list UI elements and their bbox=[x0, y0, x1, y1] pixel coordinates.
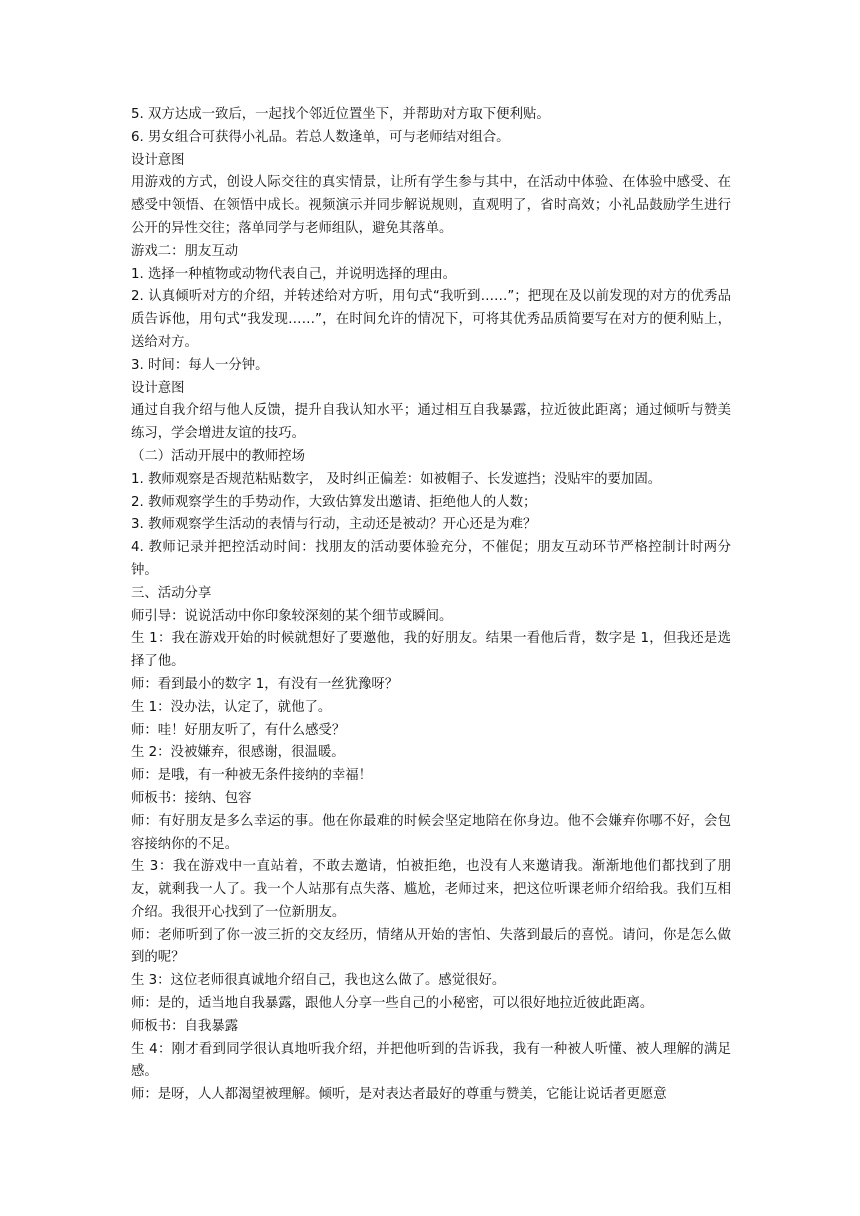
dialogue-line: 生 1：我在游戏开始的时候就想好了要邀他，我的好朋友。结果一看他后背，数字是 1，但我还是选择了他。 bbox=[131, 631, 731, 670]
section-heading: （二）活动开展中的教师控场 bbox=[131, 448, 306, 464]
dialogue-line: 师：有好朋友是多么幸运的事。他在你最难的时候会坚定地陪在你身边。他不会嫌弃你哪不好，会包容接纳你的不足。 bbox=[131, 813, 731, 852]
paragraph: 1. 教师观察是否规范粘贴数字， 及时纠正偏差：如被帽子、长发遮挡；没贴牢的要加固。 bbox=[131, 471, 662, 487]
dialogue-line: 生 3：这位老师很真诚地介绍自己，我也这么做了。感觉很好。 bbox=[131, 973, 506, 989]
dialogue-line: 生 3：我在游戏中一直站着，不敢去邀请，怕被拒绝，也没有人来邀请我。渐渐地他们都找到了朋友，就剩我一人了。我一个人站那有点失落、尴尬，老师过来，把这位听课老师介绍给我。我们互相介绍。我很开心找到了一位新朋友。 bbox=[131, 859, 731, 920]
paragraph: 5. 双方达成一致后，一起找个邻近位置坐下，并帮助对方取下便利贴。 bbox=[131, 107, 550, 122]
document-body bbox=[131, 104, 731, 1107]
paragraph: 师引导：说说活动中你印象较深刻的某个细节或瞬间。 bbox=[131, 608, 453, 624]
section-heading: 三、活动分享 bbox=[131, 585, 212, 601]
dialogue-line: 师：是的，适当地自我暴露，跟他人分享一些自己的小秘密，可以很好地拉近彼此距离。 bbox=[131, 996, 654, 1012]
dialogue-line: 师：看到最小的数字 1，有没有一丝犹豫呀？ bbox=[131, 676, 399, 692]
section-heading: 设计意图 bbox=[131, 380, 185, 396]
section-heading: 游戏二：朋友互动 bbox=[131, 243, 239, 259]
board-note: 师板书：自我暴露 bbox=[131, 1018, 239, 1034]
paragraph: 2. 教师观察学生的手势动作，大致估算发出邀请、拒绝他人的人数； bbox=[131, 494, 537, 510]
section-heading: 设计意图 bbox=[131, 152, 185, 168]
dialogue-line: 师：是哦，有一种被无条件接纳的幸福！ bbox=[131, 768, 373, 784]
paragraph: 2. 认真倾听对方的介绍，并转述给对方听，用句式“我听到……”；把现在及以前发现的对方的优秀品质告诉他，用句式“我发现……”，在时间允许的情况下，可将其优秀品质简要写在对方的便利贴上，送给对方。 bbox=[131, 289, 731, 350]
dialogue-line: 师：是呀，人人都渴望被理解。倾听，是对表达者最好的尊重与赞美，它能让说话者更愿意 bbox=[131, 1087, 667, 1103]
board-note: 师板书：接纳、包容 bbox=[131, 790, 252, 806]
paragraph: 用游戏的方式，创设人际交往的真实情景，让所有学生参与其中，在活动中体验、在体验中感受、在感受中领悟、在领悟中成长。视频演示并同步解说规则，直观明了，省时高效；小礼品鼓励学生进行公开的异性交往；落单同学与老师组队，避免其落单。 bbox=[131, 175, 731, 236]
paragraph: 1. 选择一种植物或动物代表自己，并说明选择的理由。 bbox=[131, 266, 457, 282]
paragraph: 3. 教师观察学生活动的表情与行动，主动还是被动？开心还是为难？ bbox=[131, 517, 537, 533]
dialogue-line: 生 1：没办法，认定了，就他了。 bbox=[131, 699, 332, 715]
dialogue-line: 师：老师听到了你一波三折的交友经历，情绪从开始的害怕、失落到最后的喜悦。请问，你是怎么做到的呢？ bbox=[131, 927, 731, 966]
paragraph: 6. 男女组合可获得小礼品。若总人数逢单，可与老师结对组合。 bbox=[131, 129, 510, 145]
dialogue-line: 生 2：没被嫌弃，很感谢，很温暖。 bbox=[131, 745, 345, 761]
paragraph: 4. 教师记录并把控活动时间：找朋友的活动要体验充分，不催促；朋友互动环节严格控制计时两分钟。 bbox=[131, 540, 731, 578]
dialogue-line: 生 4：刚才看到同学很认真地听我介绍，并把他听到的告诉我，我有一种被人听懂、被人理解的满足感。 bbox=[131, 1041, 731, 1080]
paragraph: 3. 时间：每人一分钟。 bbox=[131, 357, 269, 373]
paragraph: 通过自我介绍与他人反馈，提升自我认知水平；通过相互自我暴露，拉近彼此距离；通过倾听与赞美练习，学会增进友谊的技巧。 bbox=[131, 403, 731, 442]
dialogue-line: 师：哇！好朋友听了，有什么感受？ bbox=[131, 722, 346, 738]
